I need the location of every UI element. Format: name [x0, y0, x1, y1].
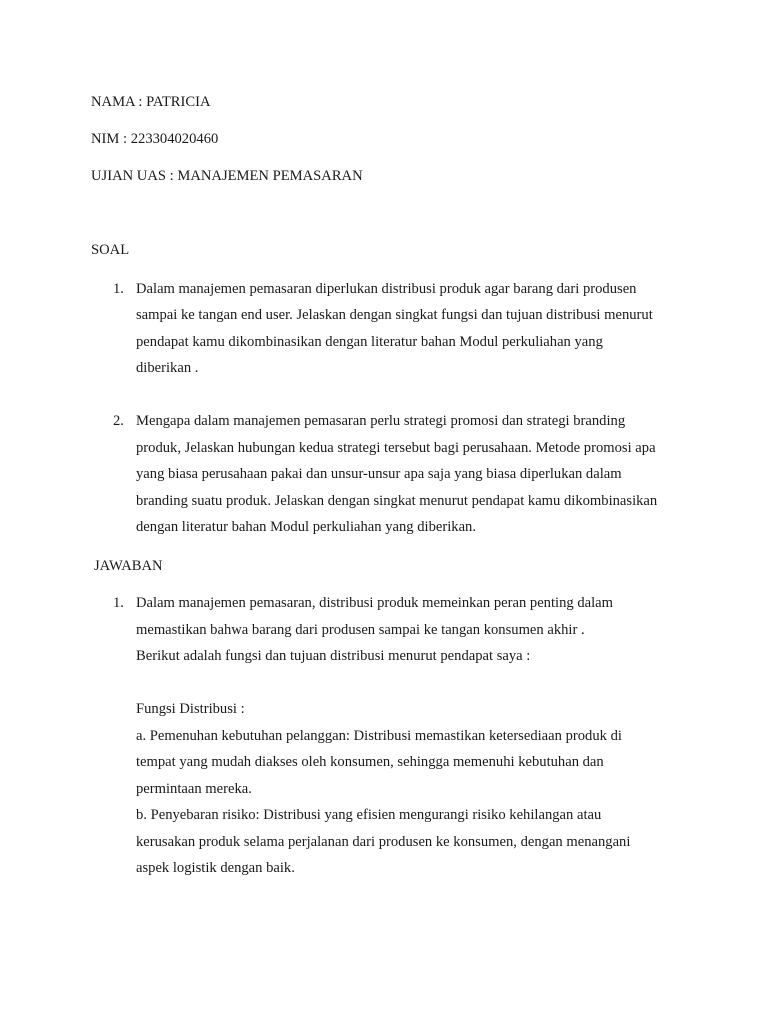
question-1-line: diberikan .: [136, 360, 199, 376]
exam-title: UJIAN UAS : MANAJEMEN PEMASARAN: [91, 168, 363, 184]
question-2-line: dengan literatur bahan Modul perkuliahan yang diberikan.: [136, 519, 477, 535]
fungsi-line: permintaan mereka.: [136, 781, 252, 797]
answer-1-line: Dalam manajemen pemasaran, distribusi produk memeinkan peran penting dalam: [136, 595, 613, 611]
answer-1-line: memastikan bahwa barang dari produsen sampai ke tangan konsumen akhir .: [136, 622, 585, 638]
answer-1-line: Berikut adalah fungsi dan tujuan distribusi menurut pendapat saya :: [136, 648, 531, 664]
question-2-number: 2.: [113, 413, 124, 429]
question-2-line: Mengapa dalam manajemen pemasaran perlu strategi promosi dan strategi branding: [136, 413, 626, 429]
question-1-line: sampai ke tangan end user. Jelaskan dengan singkat fungsi dan tujuan distribusi menurut: [136, 307, 653, 323]
question-1-line: Dalam manajemen pemasaran diperlukan distribusi produk agar barang dari produsen: [136, 281, 637, 297]
jawaban-heading: JAWABAN: [94, 558, 163, 574]
fungsi-line: aspek logistik dengan baik.: [136, 860, 295, 876]
soal-heading: SOAL: [91, 242, 130, 258]
student-nim: NIM : 223304020460: [91, 131, 219, 147]
fungsi-distribusi-heading: Fungsi Distribusi :: [136, 701, 245, 717]
question-2-line: produk, Jelaskan hubungan kedua strategi tersebut bagi perusahaan. Metode promosi apa: [136, 440, 656, 456]
question-2-line: branding suatu produk. Jelaskan dengan singkat menurut pendapat kamu dikombinasikan: [136, 493, 658, 509]
student-name: NAMA : PATRICIA: [91, 94, 211, 110]
question-2-line: yang biasa perusahaan pakai dan unsur-unsur apa saja yang biasa diperlukan dalam: [136, 466, 622, 482]
answer-1-number: 1.: [113, 595, 124, 611]
fungsi-line: b. Penyebaran risiko: Distribusi yang efisien mengurangi risiko kehilangan atau: [136, 807, 602, 823]
question-1-number: 1.: [113, 281, 124, 297]
fungsi-line: a. Pemenuhan kebutuhan pelanggan: Distribusi memastikan ketersediaan produk di: [136, 728, 622, 744]
fungsi-line: kerusakan produk selama perjalanan dari produsen ke konsumen, dengan menangani: [136, 834, 631, 850]
question-1-line: pendapat kamu dikombinasikan dengan literatur bahan Modul perkuliahan yang: [136, 334, 603, 350]
fungsi-line: tempat yang mudah diakses oleh konsumen, sehingga memenuhi kebutuhan dan: [136, 754, 604, 770]
